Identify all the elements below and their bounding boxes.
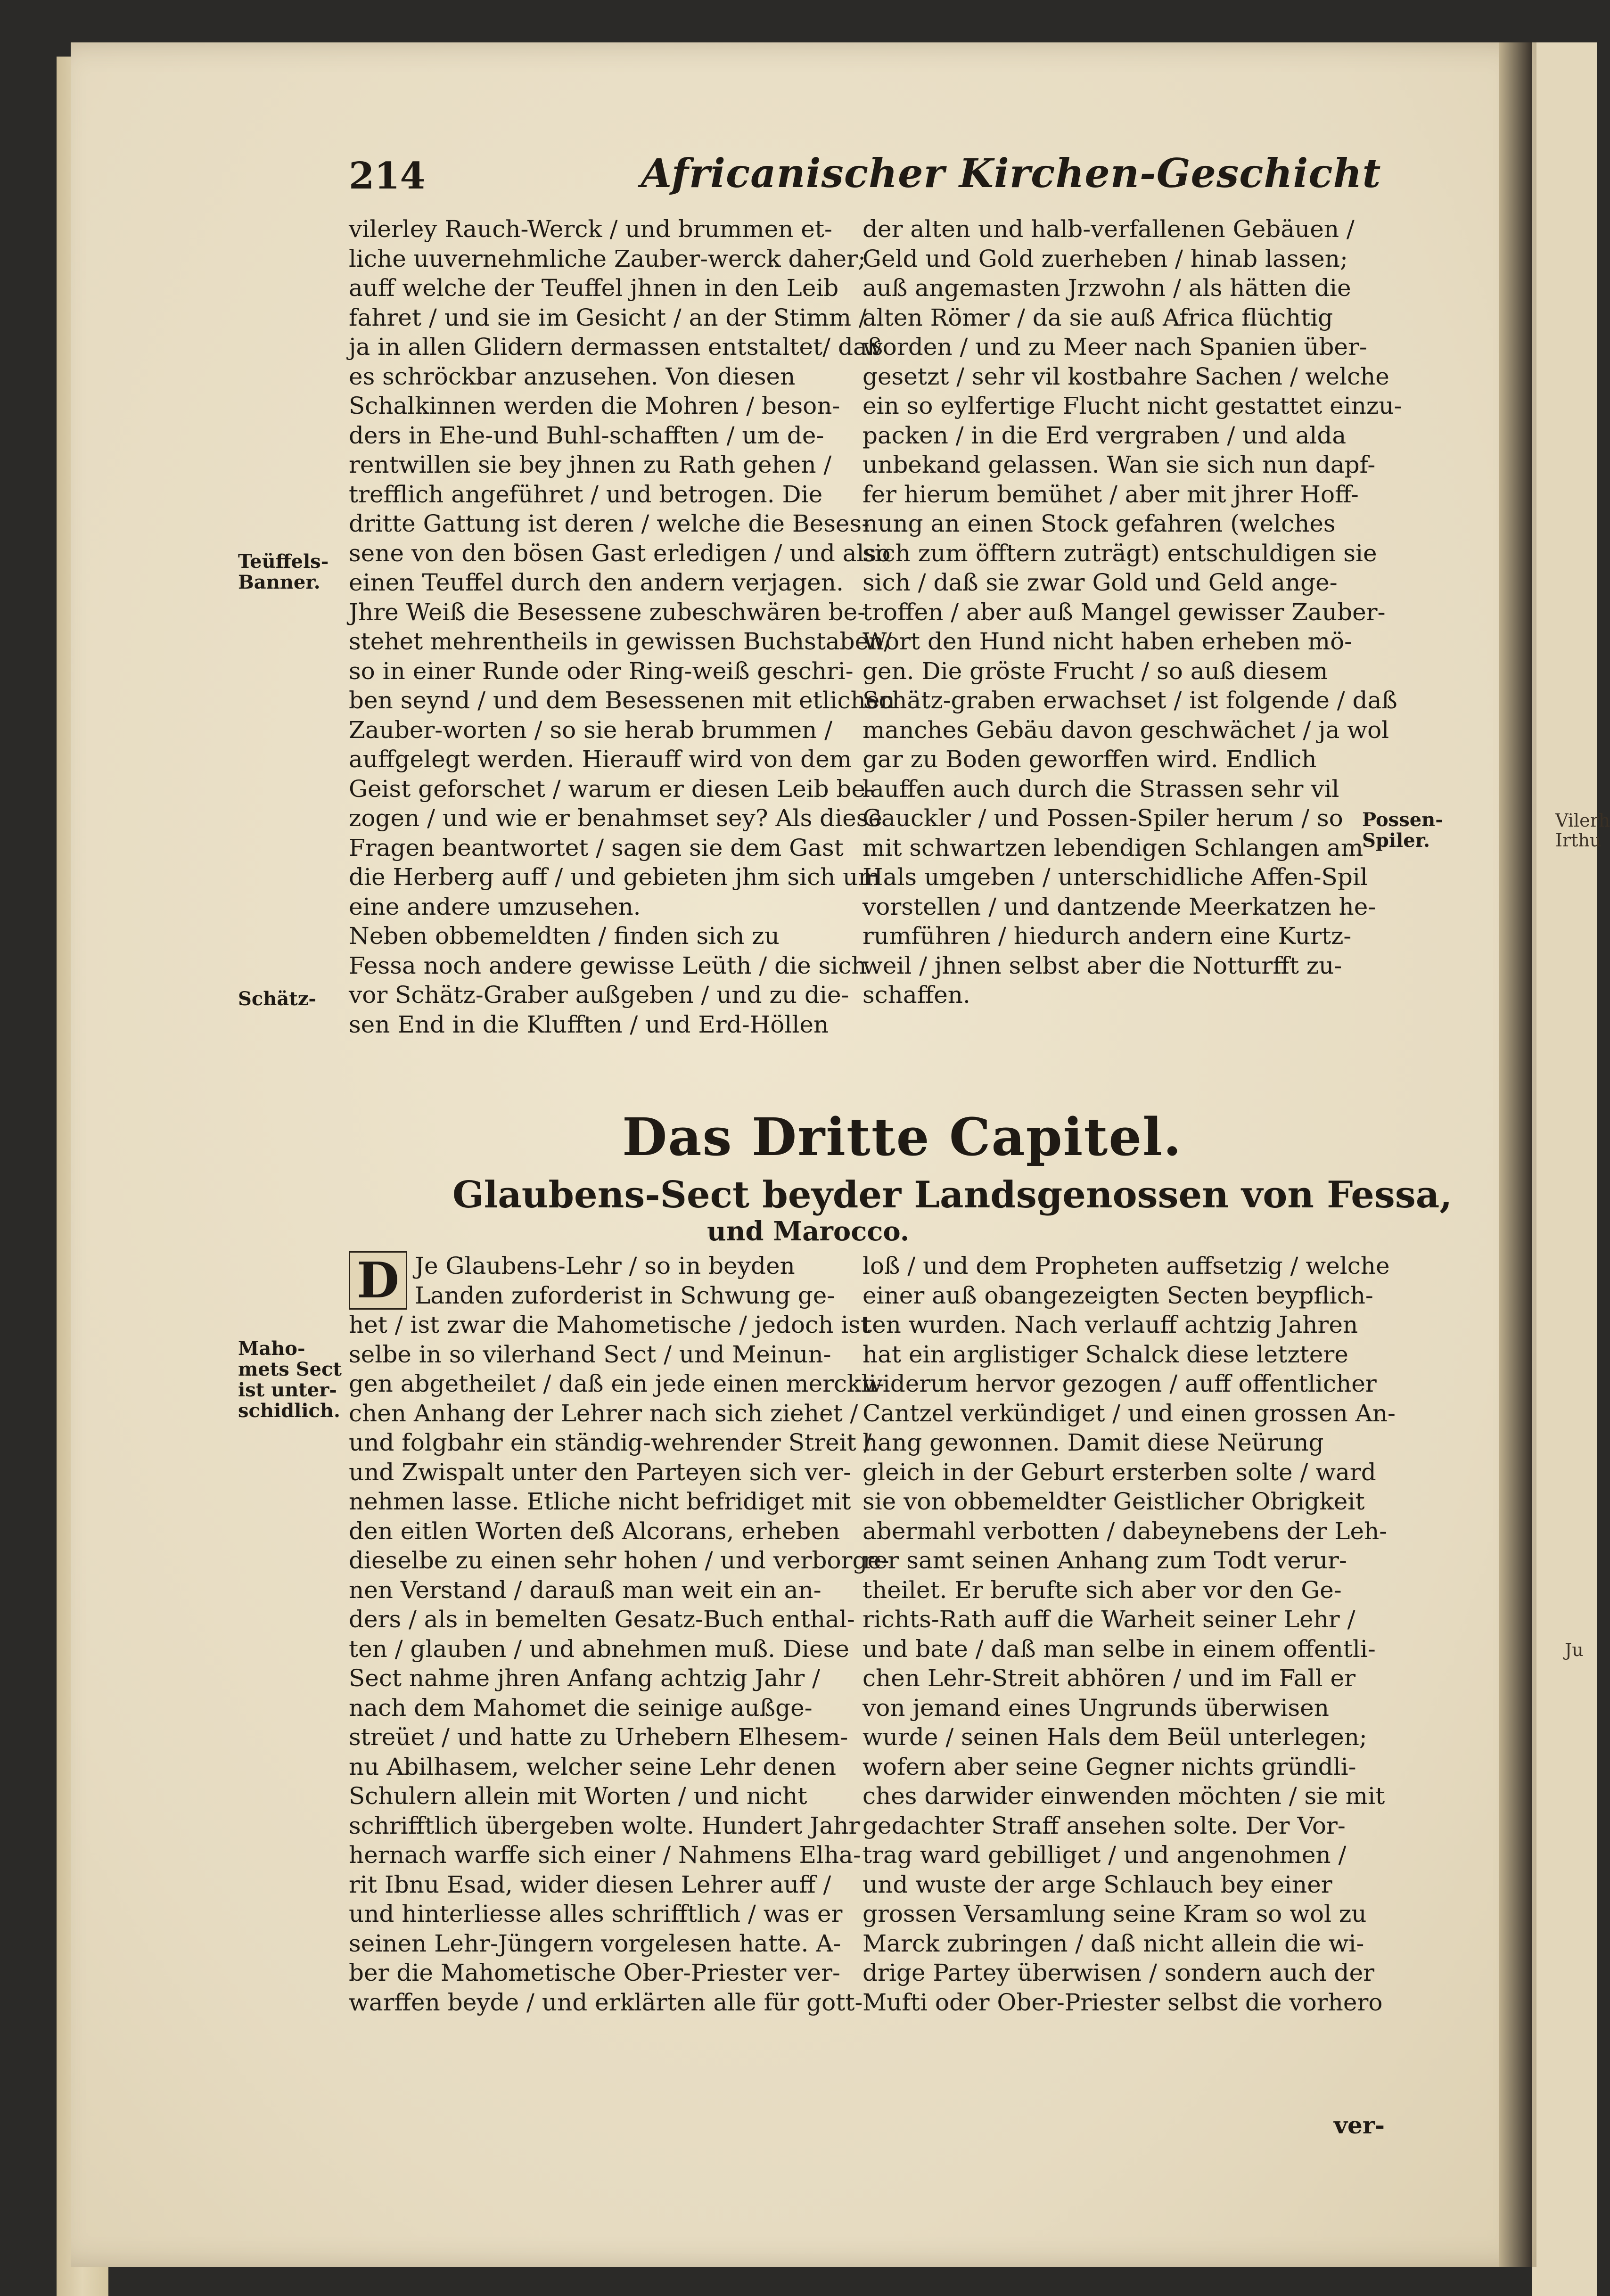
text-line: Schätz-: [238, 988, 317, 1010]
text-line: Maho-: [238, 1337, 305, 1360]
text-line: ber die Mahometische Ober-Priester ver-: [349, 1959, 840, 1986]
text-line: es schröckbar anzusehen. Von diesen: [349, 362, 796, 390]
left-column-top: [349, 214, 895, 1039]
text-line: Schätz-graben erwachset / ist folgende / daß: [862, 687, 1397, 714]
text-line: Wort den Hund nicht haben erheben mö-: [862, 628, 1353, 655]
text-line: ist unter-: [238, 1379, 337, 1401]
text-line: lauffen auch durch die Strassen sehr vil: [862, 775, 1339, 803]
text-line: nung an einen Stock gefahren (welches: [862, 510, 1336, 537]
text-line: Geist geforschet / warum er diesen Leib be-: [349, 775, 873, 803]
text-line: worden / und zu Meer nach Spanien über-: [862, 333, 1367, 361]
text-line: manches Gebäu davon geschwächet / ja wol: [862, 716, 1389, 744]
text-line: nu Abilhasem, welcher seine Lehr denen: [349, 1753, 837, 1780]
text-line: nach dem Mahomet die seinige außge-: [349, 1694, 813, 1722]
book-gutter: [1499, 42, 1532, 2267]
text-line: stehet mehrentheils in gewissen Buchstaben/: [349, 628, 892, 655]
text-line: rit Ibnu Esad, wider diesen Lehrer auff /: [349, 1870, 831, 1898]
text-line: schidlich.: [238, 1400, 340, 1422]
text-line: fahret / und sie im Gesicht / an der Stimm /: [349, 303, 867, 331]
right-column-top: [862, 214, 1402, 1010]
text-line: rer samt seinen Anhang zum Todt verur-: [862, 1547, 1347, 1574]
text-line: chen Lehr-Streit abhören / und im Fall er: [862, 1665, 1356, 1692]
text-line: troffen / aber auß Mangel gewisser Zauber-: [862, 598, 1386, 626]
text-line: het / ist zwar die Mahometische / jedoch ist: [349, 1311, 870, 1338]
chapter-subtitle-2: und Marocco.: [707, 1216, 910, 1247]
text-line: fer hierum bemühet / aber mit jhrer Hoff-: [862, 480, 1359, 508]
text-line: Possen-: [1362, 809, 1443, 831]
text-line: sich / daß sie zwar Gold und Geld ange-: [862, 569, 1338, 596]
text-line: Neben obbemeldten / finden sich zu: [349, 922, 780, 950]
text-line: wurde / seinen Hals dem Beül unterlegen;: [862, 1723, 1367, 1751]
text-line: so in einer Runde oder Ring-weiß geschri-: [349, 657, 854, 685]
text-line: Banner.: [238, 571, 320, 593]
text-line: auff welche der Teuffel jhnen in den Leib: [349, 274, 839, 302]
text-line: mit schwartzen lebendigen Schlangen am: [862, 834, 1364, 861]
text-line: Fragen beantwortet / sagen sie dem Gast: [349, 834, 844, 861]
chapter-subtitle: Glaubens-Sect beyder Landsgenossen von Fessa,: [452, 1173, 1453, 1216]
text-line: dritte Gattung ist deren / welche die Beses-: [349, 510, 870, 537]
text-line: grossen Versamlung seine Kram so wol zu: [862, 1900, 1367, 1927]
text-line: ches darwider einwenden möchten / sie mit: [862, 1782, 1385, 1810]
text-line: und folgbahr ein ständig-wehrender Streit /: [349, 1429, 872, 1456]
drop-cap: D: [349, 1251, 407, 1310]
text-line: die Herberg auff / und gebieten jhm sich um: [349, 863, 880, 891]
text-line: gleich in der Geburt ersterben solte / ward: [862, 1458, 1376, 1486]
text-line: ja in allen Glidern dermassen entstaltet/ daß: [349, 333, 883, 361]
text-line: hernach warffe sich einer / Nahmens Elha-: [349, 1841, 861, 1869]
text-line: dieselbe zu einen sehr hohen / und verborge-: [349, 1547, 889, 1574]
text-line: wofern aber seine Gegner nichts gründli-: [862, 1753, 1356, 1780]
text-line: theilet. Er berufte sich aber vor den Ge-: [862, 1576, 1342, 1604]
text-line: Spiler.: [1362, 829, 1430, 852]
text-line: gedachter Straff ansehen solte. Der Vor-: [862, 1812, 1346, 1839]
text-line: loß / und dem Propheten auffsetzig / welche: [862, 1252, 1390, 1279]
text-line: ben seynd / und dem Besessenen mit etlichen: [349, 687, 895, 714]
text-line: Zauber-worten / so sie herab brummen /: [349, 716, 833, 744]
text-line: auß angemasten Jrzwohn / als hätten die: [862, 274, 1351, 302]
text-line: Geld und Gold zuerheben / hinab lassen;: [862, 245, 1348, 272]
marginal-note-mahomets-sect: [238, 1338, 342, 1421]
marginal-note-possen-spiler: [1362, 810, 1443, 851]
text-line: sich zum öfftern zuträgt) entschuldigen sie: [862, 539, 1377, 567]
text-line: hat ein arglistiger Schalck diese letztere: [862, 1340, 1348, 1368]
text-line: und wuste der arge Schlauch bey einer: [862, 1870, 1332, 1898]
text-line: schaffen.: [862, 981, 970, 1009]
text-line: seinen Lehr-Jüngern vorgelesen hatte. A-: [349, 1929, 841, 1957]
text-line: Je Glaubens-Lehr / so in beyden: [415, 1252, 795, 1279]
text-line: packen / in die Erd vergraben / und alda: [862, 421, 1347, 449]
text-line: drige Partey überwisen / sondern auch der: [862, 1959, 1375, 1986]
right-column-bottom: [862, 1251, 1396, 2017]
text-line: selbe in so vilerhand Sect / und Meinun-: [349, 1340, 831, 1368]
text-line: und Zwispalt unter den Parteyen sich ver-: [349, 1458, 851, 1486]
text-line: Irthu: [1555, 830, 1602, 851]
text-line: Hals umgeben / unterschidliche Affen-Spil: [862, 863, 1368, 891]
text-line: chen Anhang der Lehrer nach sich ziehet /: [349, 1399, 858, 1427]
text-line: streüet / und hatte zu Urhebern Elhesem-: [349, 1723, 848, 1751]
text-line: nehmen lasse. Etliche nicht befridiget mit: [349, 1488, 851, 1515]
text-line: Gauckler / und Possen-Spiler herum / so: [862, 804, 1343, 832]
text-line: mets Sect: [238, 1358, 342, 1380]
text-line: sene von den bösen Gast erledigen / und also: [349, 539, 891, 567]
text-line: vilerley Rauch-Werck / und brummen et-: [349, 215, 832, 243]
text-line: gen abgetheilet / daß ein jede einen merckli-: [349, 1370, 885, 1397]
text-line: einer auß obangezeigten Secten beypflich-: [862, 1281, 1373, 1309]
facing-page-fragment-2: [1565, 1640, 1584, 1660]
text-line: Mufti oder Ober-Priester selbst die vorhero: [862, 1988, 1383, 2016]
text-line: Ju: [1565, 1640, 1584, 1660]
facing-page: [1532, 42, 1597, 2296]
text-line: ders in Ehe-und Buhl-schafften / um de-: [349, 421, 824, 449]
catchword: ver-: [1334, 2111, 1385, 2139]
text-line: schrifftlich übergeben wolte. Hundert Jahr: [349, 1812, 860, 1839]
text-line: liche uuvernehmliche Zauber-werck daher;: [349, 245, 866, 272]
text-line: ten wurden. Nach verlauff achtzig Jahren: [862, 1311, 1358, 1338]
text-line: und hinterliesse alles schrifftlich / was er: [349, 1900, 843, 1927]
text-line: und bate / daß man selbe in einem offentli-: [862, 1635, 1376, 1663]
text-line: alten Römer / da sie auß Africa flüchtig: [862, 303, 1333, 331]
chapter-heading: Das Dritte Capitel.: [622, 1107, 1183, 1167]
text-line: weil / jhnen selbst aber die Notturfft zu-: [862, 951, 1342, 979]
text-line: Jhre Weiß die Besessene zubeschwären be-: [349, 598, 866, 626]
text-line: sen End in die Klufften / und Erd-Höllen: [349, 1010, 829, 1038]
text-line: von jemand eines Ungrunds überwisen: [862, 1694, 1329, 1722]
text-line: Teüffels-: [238, 550, 329, 573]
marginal-note-teuffels-banner: [238, 551, 329, 593]
text-line: trefflich angeführet / und betrogen. Die: [349, 480, 823, 508]
running-title: Africanischer Kirchen-Geschicht: [641, 150, 1381, 197]
text-line: abermahl verbotten / dabeynebens der Leh-: [862, 1517, 1388, 1545]
text-line: gen. Die gröste Frucht / so auß diesem: [862, 657, 1328, 685]
text-line: Cantzel verkündiget / und einen grossen An-: [862, 1399, 1396, 1427]
text-line: Sect nahme jhren Anfang achtzig Jahr /: [349, 1665, 820, 1692]
text-line: ein so eylfertige Flucht nicht gestattet einzu-: [862, 392, 1402, 419]
text-line: widerum hervor gezogen / auff offentlicher: [862, 1370, 1377, 1397]
text-line: Marck zubringen / daß nicht allein die wi-: [862, 1929, 1364, 1957]
text-line: einen Teuffel durch den andern verjagen.: [349, 569, 844, 596]
text-line: rentwillen sie bey jhnen zu Rath gehen /: [349, 451, 832, 478]
text-line: zogen / und wie er benahmset sey? Als diese: [349, 804, 882, 832]
text-line: Fessa noch andere gewisse Leüth / die sich: [349, 951, 867, 979]
text-line: eine andere umzusehen.: [349, 893, 641, 920]
left-column-bottom: [349, 1251, 889, 2017]
text-line: vor Schätz-Graber außgeben / und zu die-: [349, 981, 849, 1009]
marginal-note-schaetz: [238, 989, 316, 1009]
text-line: auffgelegt werden. Hierauff wird von dem: [349, 746, 852, 773]
text-line: rumführen / hiedurch andern eine Kurtz-: [862, 922, 1352, 950]
text-line: trag ward gebilliget / und angenohmen /: [862, 1841, 1347, 1869]
text-line: nen Verstand / darauß man weit ein an-: [349, 1576, 821, 1604]
text-line: ders / als in bemelten Gesatz-Buch enthal-: [349, 1606, 855, 1633]
facing-page-fragment-1: [1555, 811, 1610, 850]
text-line: gesetzt / sehr vil kostbahre Sachen / welche: [862, 362, 1389, 390]
page-number: 214: [349, 155, 426, 197]
text-line: warffen beyde / und erklärten alle für gott-: [349, 1988, 863, 2016]
text-line: Schalkinnen werden die Mohren / beson-: [349, 392, 840, 419]
text-line: unbekand gelassen. Wan sie sich nun dapf-: [862, 451, 1376, 478]
text-line: hang gewonnen. Damit diese Neürung: [862, 1429, 1324, 1456]
text-line: ten / glauben / und abnehmen muß. Diese: [349, 1635, 849, 1663]
text-line: Landen zuforderist in Schwung ge-: [415, 1281, 835, 1309]
page-header: [349, 150, 1386, 206]
text-line: den eitlen Worten deß Alcorans, erheben: [349, 1517, 840, 1545]
text-line: vorstellen / und dantzende Meerkatzen he-: [862, 893, 1376, 920]
text-line: gar zu Boden geworffen wird. Endlich: [862, 746, 1317, 773]
text-line: der alten und halb-verfallenen Gebäuen /: [862, 215, 1355, 243]
text-line: Schulern allein mit Worten / und nicht: [349, 1782, 807, 1810]
text-line: richts-Rath auff die Warheit seiner Lehr /: [862, 1606, 1355, 1633]
text-line: sie von obbemeldter Geistlicher Obrigkeit: [862, 1488, 1365, 1515]
text-line: Vilerh: [1555, 810, 1610, 831]
